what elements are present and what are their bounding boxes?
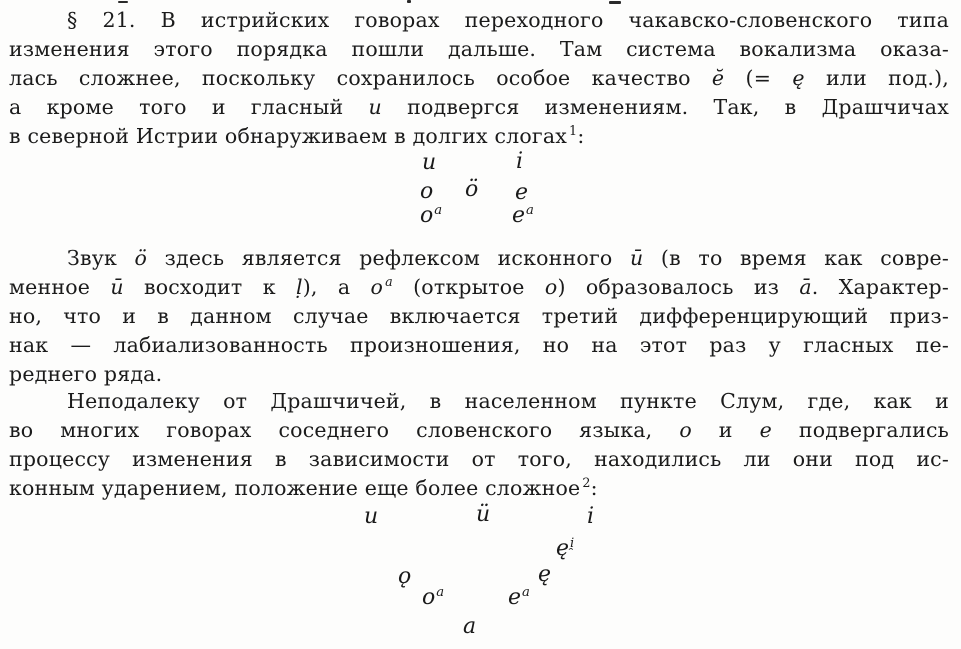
vowel-symbol-o-sup-a: $o^a$ <box>422 584 445 610</box>
scan-artifact <box>118 1 128 3</box>
scan-artifact <box>609 1 621 4</box>
text-line: во многих говорах соседнего словенского языка, о и е подвергались <box>9 418 949 442</box>
vowel-symbol-u: u <box>364 504 379 529</box>
text-line: конным ударением, положение еще более сложное $^2$: <box>9 475 598 500</box>
scan-artifact <box>407 0 411 3</box>
vowel-symbol-e-ogonek-sup-i: $ę^{i̯}$ <box>556 535 575 561</box>
text-line: Неподалеку от Драшчичей, в населенном пункте Слум, где, как и <box>67 389 949 413</box>
text-line: лась сложнее, поскольку сохранилось особое качество ĕ (= ę или под.), <box>9 66 949 90</box>
vowel-symbol-o-umlaut: ö <box>465 177 479 202</box>
paragraph-sound-o-umlaut-reflex <box>9 244 949 389</box>
text-line: процессу изменения в зависимости от того, находились ли они под ис- <box>9 447 949 471</box>
vowel-symbol-i: i <box>516 149 524 174</box>
text-line: в северной Истрии обнаруживаем в долгих слогах $^1$: <box>9 123 585 148</box>
text-line: изменения этого порядка пошли дальше. Там система вокализма оказа- <box>9 37 949 61</box>
vowel-symbol-o-ogonek: ǫ <box>398 564 412 589</box>
paragraph-slum-village <box>9 387 949 503</box>
vowel-symbol-e: e <box>515 180 529 205</box>
text-line: а кроме того и гласный и подвергся изменениям. Так, в Драшчичах <box>9 95 949 119</box>
text-line: но, что и в данном случае включается третий дифференцирующий приз- <box>9 304 949 328</box>
vowel-symbol-e-sup-a: $e^a$ <box>508 584 530 610</box>
vowel-symbol-u: u <box>422 150 437 175</box>
paragraph-intro-istrian-dialects <box>9 6 949 151</box>
vowel-symbol-e-sup-a: $e^a$ <box>512 202 534 228</box>
text-line: менное ū восходит к ḷ), а o $^a$ (открытое o) образовалось из ā. Характер- <box>9 274 949 299</box>
text-line: § 21. В истрийских говорах переходного чакавско-словенского типа <box>67 8 949 32</box>
vowel-symbol-e-ogonek: ę <box>538 562 552 587</box>
text-line: нак — лабиализованность произношения, но на этот раз у гласных пе- <box>9 333 949 357</box>
vowel-symbol-a: a <box>463 614 477 639</box>
text-line: реднего ряда. <box>9 362 163 386</box>
vowel-symbol-o-sup-a: $o^a$ <box>420 202 443 228</box>
vowel-symbol-i: i <box>587 504 595 529</box>
vowel-symbol-o: o <box>420 179 434 204</box>
text-line: Звук ö здесь является рефлексом исконного ū (в то время как совре- <box>67 246 949 270</box>
vowel-symbol-u-umlaut: ü <box>476 502 491 527</box>
